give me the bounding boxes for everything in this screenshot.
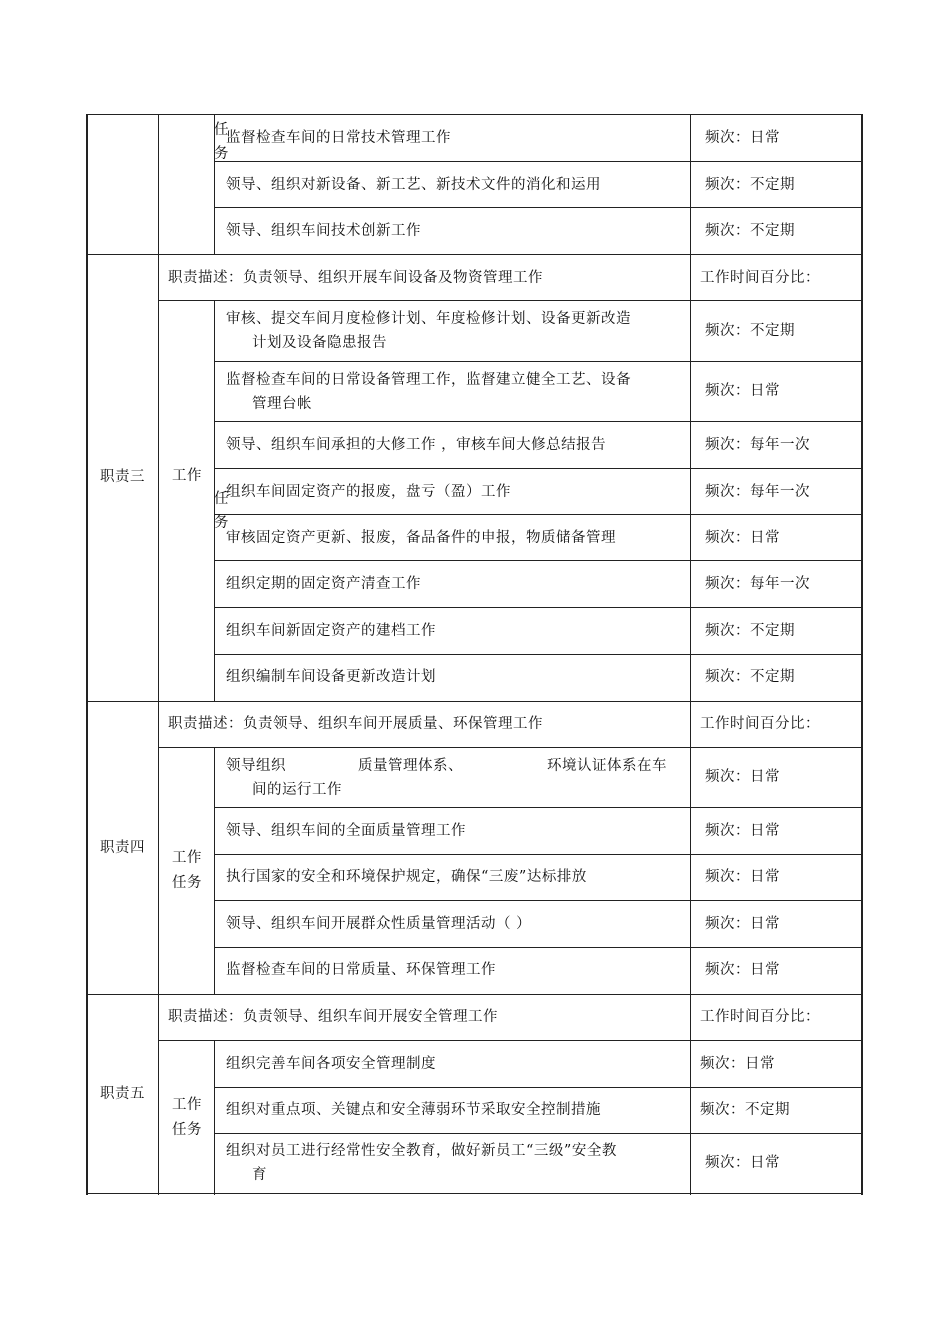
task-text: 环境认证体系在车 [547,758,667,774]
duty-description: 职责描述：负责领导、组织开展车间设备及物资管理工作 [168,270,543,286]
task-text [226,307,631,355]
task-text: 间的运行工作 [252,782,342,798]
section-divider [86,701,863,702]
task-frequency: 频次：日常 [705,916,780,932]
row-divider [214,421,862,422]
task-text: 执行国家的安全和环境保护规定，确保“三废”达标排放 [226,869,587,885]
task-frequency: 频次：日常 [705,769,780,785]
task-frequency: 频次：日常 [705,530,780,546]
row-divider [214,607,862,608]
duty-name: 职责五 [100,1086,145,1102]
task-label: 工作 [172,850,202,866]
task-text: 组织对重点项、关键点和安全薄弱环节采取安全控制措施 [226,1102,601,1118]
table-border-left [86,114,88,1195]
row-divider [214,161,862,162]
task-text: 领导、组织车间技术创新工作 [226,223,421,239]
row-divider [214,854,862,855]
task-frequency: 频次：不定期 [705,177,795,193]
task-text: 质量管理体系、 [358,758,463,774]
work-time-percent-label: 工作时间百分比： [700,716,820,732]
task-text-line: 计划及设备隐患报告 [252,335,387,351]
duty-description: 职责描述：负责领导、组织车间开展质量、环保管理工作 [168,716,543,732]
table-divider-duty-col [158,114,159,1195]
row-divider [214,947,862,948]
task-frequency: 频次：日常 [705,823,780,839]
task-frequency: 频次：每年一次 [705,437,810,453]
duty-name: 职责三 [100,469,145,485]
task-label-fragment: 务 [214,515,229,531]
task-label: 任务 [172,1122,202,1138]
work-time-percent-label: 工作时间百分比： [700,270,820,286]
section-divider [86,254,863,255]
table-divider-task-col [214,748,215,995]
task-text: 领导、组织车间开展群众性质量管理活动（ ） [226,916,532,932]
task-text [226,1139,617,1187]
table-border-bottom [86,1193,863,1194]
task-text: 领导、组织对新设备、新工艺、新技术文件的消化和运用 [226,177,601,193]
task-text-line: 组织对员工进行经常性安全教育，做好新员工“三级”安全教 [226,1143,617,1159]
task-text-line: 监督检查车间的日常设备管理工作，监督建立健全工艺、设备 [226,372,631,388]
task-label-fragment: 任 [214,491,229,507]
row-divider [158,300,862,301]
task-text: 组织编制车间设备更新改造计划 [226,669,436,685]
row-divider [214,807,862,808]
task-text [226,368,631,416]
row-divider [214,514,862,515]
task-label-fragment: 务 [214,146,229,162]
row-divider [214,361,862,362]
task-frequency: 频次：日常 [705,962,780,978]
row-divider [214,654,862,655]
row-divider [214,468,862,469]
task-frequency: 频次：每年一次 [705,484,810,500]
row-divider [214,207,862,208]
task-frequency: 频次：不定期 [705,669,795,685]
row-divider [214,560,862,561]
task-frequency: 频次：日常 [705,1155,780,1171]
task-frequency: 频次：日常 [705,130,780,146]
task-frequency: 频次：不定期 [705,623,795,639]
task-label-fragment: 任 [214,122,229,138]
task-text-line: 审核、提交车间月度检修计划、年度检修计划、设备更新改造 [226,311,631,327]
task-text: 组织车间新固定资产的建档工作 [226,623,436,639]
task-label: 工作 [172,1097,202,1113]
task-text: 组织定期的固定资产清查工作 [226,576,421,592]
row-divider [214,1087,862,1088]
work-time-percent-label: 工作时间百分比： [700,1009,820,1025]
row-divider [158,1040,862,1041]
duty-name: 职责四 [100,840,145,856]
section-divider [86,994,863,995]
task-text: 组织车间固定资产的报废，盘亏（盈）工作 [226,484,511,500]
row-divider [214,900,862,901]
row-divider [158,747,862,748]
task-frequency: 频次：每年一次 [705,576,810,592]
task-text: 监督检查车间的日常技术管理工作 [226,130,451,146]
task-frequency: 频次：不定期 [705,223,795,239]
task-label: 工作 [172,468,202,484]
task-text-line: 育 [252,1167,267,1183]
task-frequency: 频次：日常 [700,1056,775,1072]
task-frequency: 频次：日常 [705,869,780,885]
task-frequency: 频次：日常 [705,383,780,399]
table-border-top [86,114,863,115]
task-text: 领导、组织车间的全面质量管理工作 [226,823,466,839]
task-frequency: 频次：不定期 [700,1102,790,1118]
task-label: 任务 [172,875,202,891]
task-text: 组织完善车间各项安全管理制度 [226,1056,436,1072]
duty-description: 职责描述：负责领导、组织车间开展安全管理工作 [168,1009,498,1025]
row-divider [214,1133,862,1134]
task-text: 领导、组织车间承担的大修工作 ，审核车间大修总结报告 [226,437,607,453]
table-divider-task-col [214,1041,215,1195]
task-frequency: 频次：不定期 [705,323,795,339]
task-text-line: 管理台帐 [252,396,312,412]
task-text: 领导组织 [226,758,286,774]
task-text: 审核固定资产更新、报废，备品备件的申报，物质储备管理 [226,530,616,546]
task-text: 监督检查车间的日常质量、环保管理工作 [226,962,496,978]
